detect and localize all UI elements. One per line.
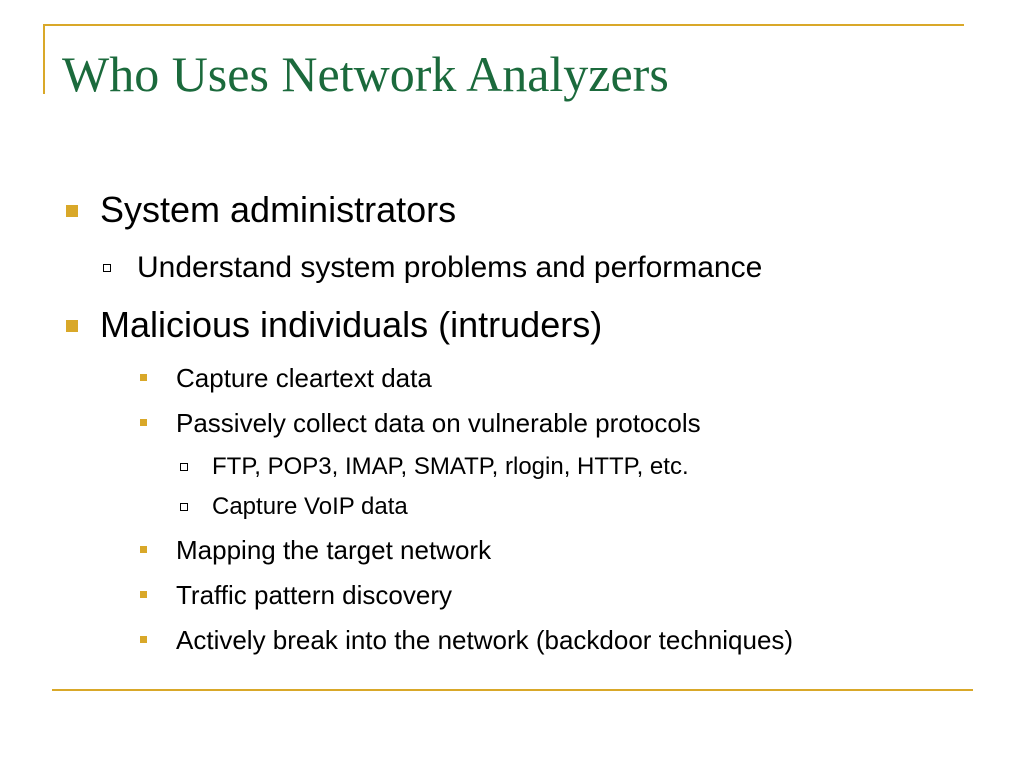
bullet-text: Passively collect data on vulnerable protocols [176, 408, 701, 438]
bottom-rule [52, 689, 973, 691]
bullet-text: Actively break into the network (backdoor techniques) [176, 625, 794, 655]
bullet-text: Understand system problems and performance [137, 251, 763, 284]
square-bullet-icon [140, 419, 147, 426]
hollow-square-bullet-icon [180, 503, 188, 511]
hollow-square-bullet-icon [103, 264, 111, 272]
slide-title: Who Uses Network Analyzers [62, 46, 669, 102]
square-bullet-icon [140, 546, 147, 553]
bullet-text: Traffic pattern discovery [176, 580, 452, 610]
square-bullet-icon [66, 205, 78, 217]
hollow-square-bullet-icon [180, 463, 188, 471]
bullet-text: System administrators [100, 189, 457, 230]
bullet-text: FTP, POP3, IMAP, SMATP, rlogin, HTTP, etc. [212, 453, 689, 480]
square-bullet-icon [140, 591, 147, 598]
bullet-text: Capture VoIP data [212, 493, 408, 520]
bullet-text: Capture cleartext data [176, 363, 432, 393]
square-bullet-icon [140, 636, 147, 643]
square-bullet-icon [66, 320, 78, 332]
square-bullet-icon [140, 374, 147, 381]
bullet-text: Malicious individuals (intruders) [100, 304, 603, 345]
bullet-text: Mapping the target network [176, 535, 492, 565]
